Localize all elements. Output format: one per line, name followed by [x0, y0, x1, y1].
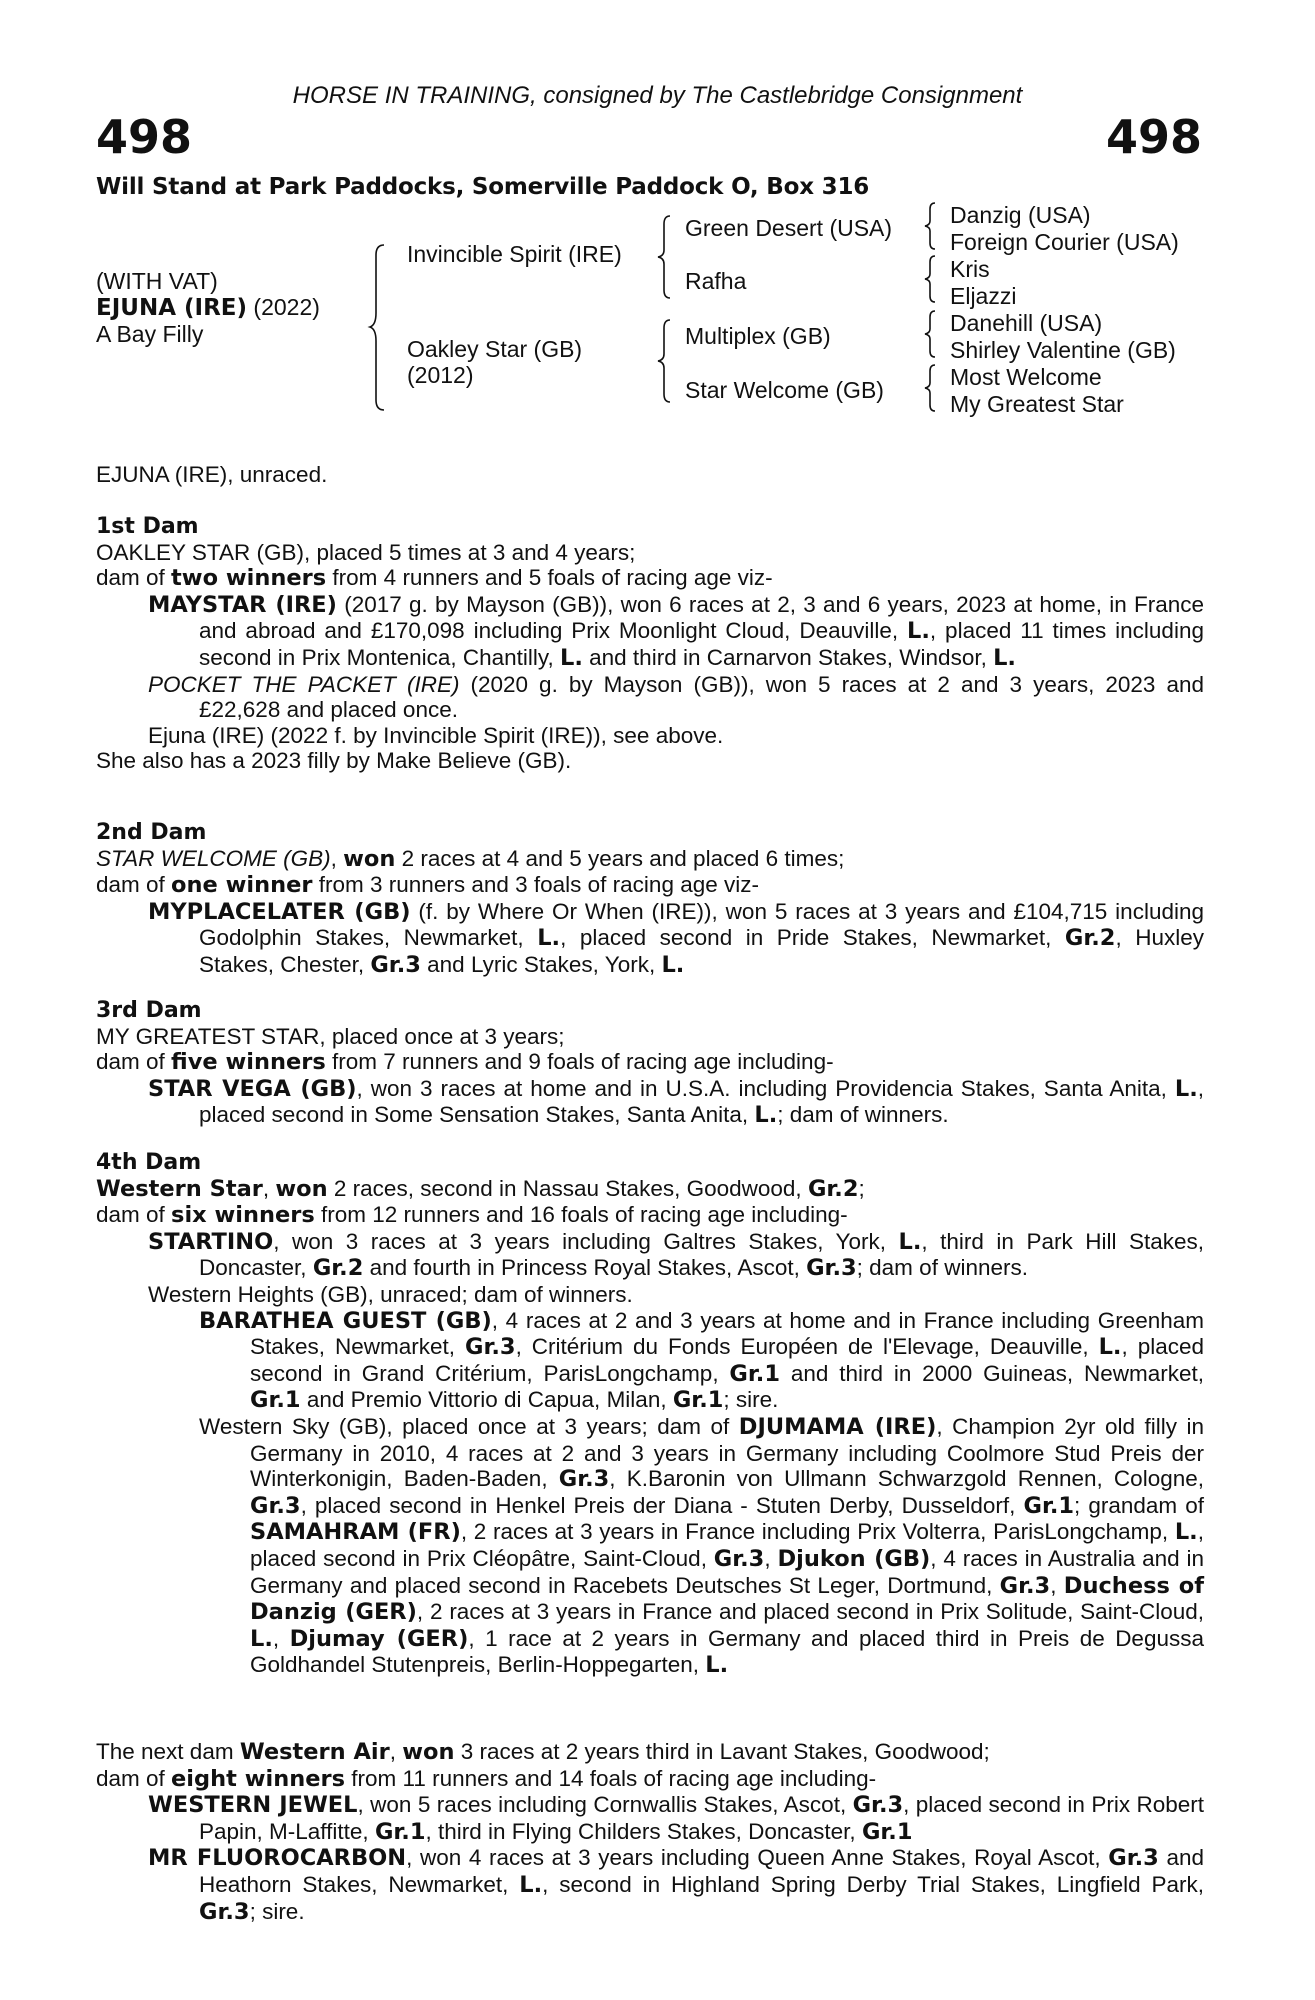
gg-8: My Greatest Star	[950, 391, 1124, 417]
sire-sire: Green Desert (USA)	[685, 215, 893, 241]
next-dam-line: The next dam Western Air, won 3 races at 2 years third in Lavant Stakes, Goodwood;	[96, 1739, 990, 1765]
horse-name: EJUNA (IRE)	[96, 295, 248, 321]
second-dam-section	[96, 820, 1204, 979]
brace-g1	[925, 203, 939, 249]
next-dam-produce-line: dam of eight winners from 11 runners and 14 foals of racing age including-	[96, 1765, 877, 1792]
first-dam-heading: 1st Dam	[96, 514, 199, 539]
first-dam-yearling-note: She also has a 2023 filly by Make Believe (GB).	[96, 748, 572, 774]
progeny-pocket-the-packet: POCKET THE PACKET (IRE) (2020 g. by Mayson (GB)), won 5 races at 2 and 3 years, 2023 and £22,628 and placed once.	[148, 671, 1204, 723]
first-dam-produce-line: dam of two winners from 4 runners and 5 foals of racing age viz-	[96, 565, 773, 592]
fourth-dam-line: Western Star, won 2 races, second in Nassau Stakes, Goodwood, Gr.2;	[96, 1175, 865, 1202]
third-dam-line: MY GREATEST STAR, placed once at 3 years;	[96, 1023, 565, 1049]
fourth-dam-produce-line: dam of six winners from 12 runners and 16 foals of racing age including-	[96, 1202, 848, 1229]
brace-g4	[925, 365, 939, 411]
gg-2: Foreign Courier (USA)	[950, 229, 1179, 255]
sire-dam-brace	[370, 245, 390, 410]
progeny-western-jewel: WESTERN JEWEL, won 5 races including Cornwallis Stakes, Ascot, Gr.3, placed second in Prix Robert Papin, M-Laffitte, Gr.1, third in Flying Childers Stakes, Doncaster, Gr.1	[148, 1792, 1204, 1845]
gg-7: Most Welcome	[950, 364, 1102, 390]
gg-1: Danzig (USA)	[950, 202, 1091, 228]
dam-dam: Star Welcome (GB)	[685, 377, 884, 403]
third-dam-heading: 3rd Dam	[96, 998, 202, 1023]
progeny-maystar: MAYSTAR (IRE) (2017 g. by Mayson (GB)), won 6 races at 2, 3 and 6 years, 2023 at home, in France and abroad and £170,098 including Prix Moonlight Cloud, Deauville, L., placed 11 times including second in Prix Montenica, Chantilly, L. and third in Carnarvon Stakes, Windsor, L.	[148, 591, 1204, 671]
brace-g2	[925, 256, 939, 302]
dam-line-brace	[658, 320, 674, 402]
vat-note: (WITH VAT)	[96, 268, 218, 294]
first-dam-section	[96, 514, 1204, 774]
lot-number-right: 498	[1105, 110, 1202, 164]
stabling-location: Will Stand at Park Paddocks, Somerville Paddock O, Box 316	[96, 174, 870, 200]
second-dam-line: STAR WELCOME (GB), won 2 races at 4 and 5 years and placed 6 times;	[96, 845, 845, 872]
second-dam-produce-line: dam of one winner from 3 runners and 3 foals of racing age viz-	[96, 872, 759, 899]
brace-g3	[925, 311, 939, 357]
third-dam-produce-line: dam of five winners from 7 runners and 9 foals of racing age including-	[96, 1049, 834, 1076]
first-dam-line: OAKLEY STAR (GB), placed 5 times at 3 and 4 years;	[96, 539, 636, 565]
progeny-mr-fluorocarbon: MR FLUOROCARBON, won 4 races at 3 years including Queen Anne Stakes, Royal Ascot, Gr.3 and Heathorn Stakes, Newmarket, L., second in Highland Spring Derby Trial Stakes, Lingfield Park, Gr.3; sire.	[148, 1845, 1205, 1925]
gg-3: Kris	[950, 256, 990, 282]
second-dam-heading: 2nd Dam	[96, 820, 207, 845]
third-dam-section	[96, 998, 1204, 1129]
horse-description: A Bay Filly	[96, 321, 204, 347]
progeny-western-heights: Western Heights (GB), unraced; dam of winners.	[148, 1281, 633, 1307]
race-record-intro	[96, 462, 1204, 488]
dam: Oakley Star (GB)	[407, 336, 583, 362]
horse-year: (2022)	[253, 294, 320, 320]
horse-name-line	[96, 294, 320, 321]
progeny-star-vega: STAR VEGA (GB), won 3 races at home and in U.S.A. including Providencia Stakes, Santa Anita, L., placed second in Some Sensation Stakes, Santa Anita, L.; dam of winners.	[148, 1075, 1205, 1129]
sire-line-brace	[658, 216, 674, 298]
dam-sire: Multiplex (GB)	[685, 323, 831, 349]
lot-number-left: 498	[96, 110, 193, 164]
progeny-western-sky: Western Sky (GB), placed once at 3 years; dam of DJUMAMA (IRE), Champion 2yr old filly in Germany in 2010, 4 races at 2 and 3 years in Germany including Coolmore Stud Preis der Winterkonigin, Baden-Baden, Gr.3, K.Baronin von Ullmann Schwarzgold Rennen, Cologne, Gr.3, placed second in Henkel Preis der Diana - Stuten Derby, Dusseldorf, Gr.1; grandam of SAMAHRAM (FR), 2 races at 3 years in France including Prix Volterra, ParisLongchamp, L., placed second in Prix Cléopâtre, Saint-Cloud, Gr.3, Djukon (GB), 4 races in Australia and in Germany and placed second in Racebets Deutsches St Leger, Dortmund, Gr.3, Duchess of Danzig (GER), 2 races at 3 years in France and placed second in Prix Solitude, Saint-Cloud, L., Djumay (GER), 1 race at 2 years in Germany and placed third in Preis de Degussa Goldhandel Stutenpreis, Berlin-Hoppegarten, L.	[199, 1413, 1204, 1679]
sire-dam: Rafha	[685, 268, 747, 294]
next-dam-section	[96, 1739, 1204, 1925]
progeny-startino: STARTINO, won 3 races at 3 years including Galtres Stakes, York, L., third in Park Hill Stakes, Doncaster, Gr.2 and fourth in Princess Royal Stakes, Ascot, Gr.3; dam of winners.	[148, 1228, 1204, 1282]
fourth-dam-section	[96, 1150, 1204, 1679]
progeny-barathea-guest: BARATHEA GUEST (GB), 4 races at 2 and 3 years at home and in France including Greenham Stakes, Newmarket, Gr.3, Critérium du Fonds Européen de l'Elevage, Deauville, L., placed second in Grand Critérium, ParisLongchamp, Gr.1 and third in 2000 Guineas, Newmarket, Gr.1 and Premio Vittorio di Capua, Milan, Gr.1; sire.	[199, 1307, 1204, 1414]
intro-line: EJUNA (IRE), unraced.	[96, 462, 328, 487]
gg-6: Shirley Valentine (GB)	[950, 337, 1176, 363]
sire: Invincible Spirit (IRE)	[407, 241, 622, 267]
catalogue-subtitle: HORSE IN TRAINING, consigned by The Castlebridge Consignment	[292, 82, 1023, 109]
progeny-myplacelater: MYPLACELATER (GB) (f. by Where Or When (IRE)), won 5 races at 3 years and £104,715 including Godolphin Stakes, Newmarket, L., placed second in Pride Stakes, Newmarket, Gr.2, Huxley Stakes, Chester, Gr.3 and Lyric Stakes, York, L.	[148, 898, 1204, 978]
gg-4: Eljazzi	[950, 283, 1017, 309]
dam-year: (2012)	[407, 362, 474, 388]
fourth-dam-heading: 4th Dam	[96, 1150, 202, 1175]
gg-5: Danehill (USA)	[950, 310, 1103, 336]
progeny-ejuna: Ejuna (IRE) (2022 f. by Invincible Spirit (IRE)), see above.	[148, 722, 724, 748]
